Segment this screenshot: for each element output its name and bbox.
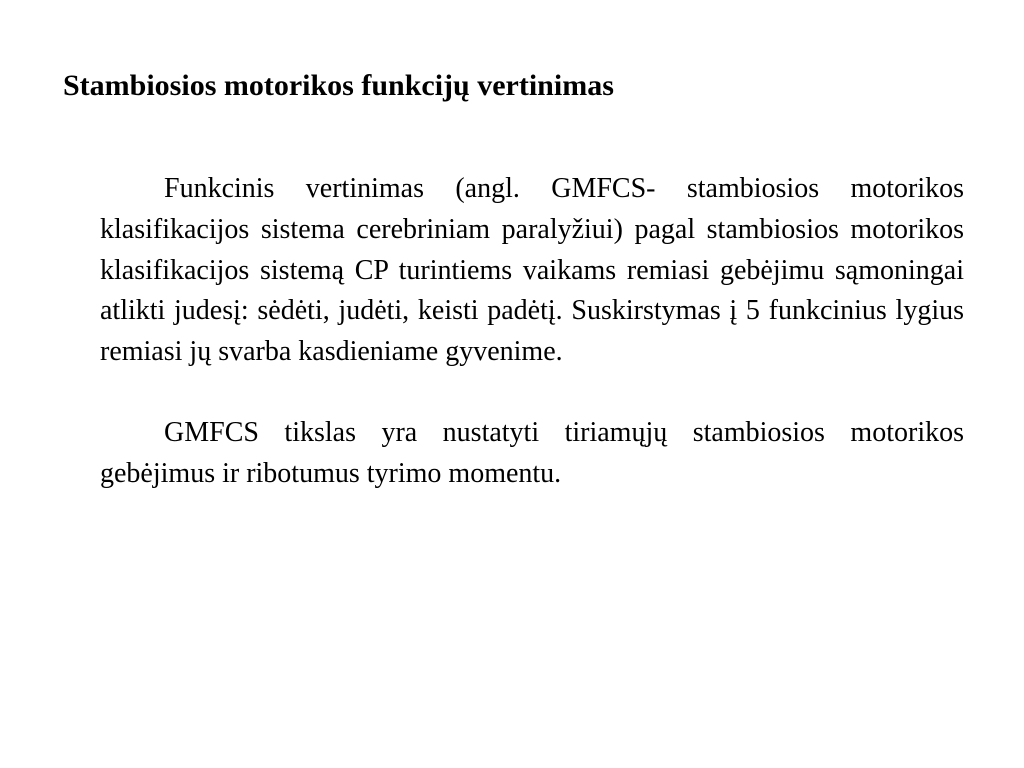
- slide-body: [100, 169, 964, 495]
- slide-title: Stambiosios motorikos funkcijų vertinimas: [63, 69, 614, 102]
- paragraph-functional-assessment: Funkcinis vertinimas (angl. GMFCS- stambiosios motorikos klasifikacijos sistema cerebriniam paralyžiui) pagal stambiosios motorikos klasifikacijos sistemą CP turintiems vaikams remiasi gebėjimu sąmoningai atlikti judesį: sėdėti, judėti, keisti padėtį. Suskirstymas į 5 funkcinius lygius remiasi jų svarba kasdieniame gyvenime.: [100, 173, 964, 368]
- paragraph-gmfcs-goal: GMFCS tikslas yra nustatyti tiriamųjų stambiosios motorikos gebėjimus ir ribotumus tyrimo momentu.: [100, 416, 964, 489]
